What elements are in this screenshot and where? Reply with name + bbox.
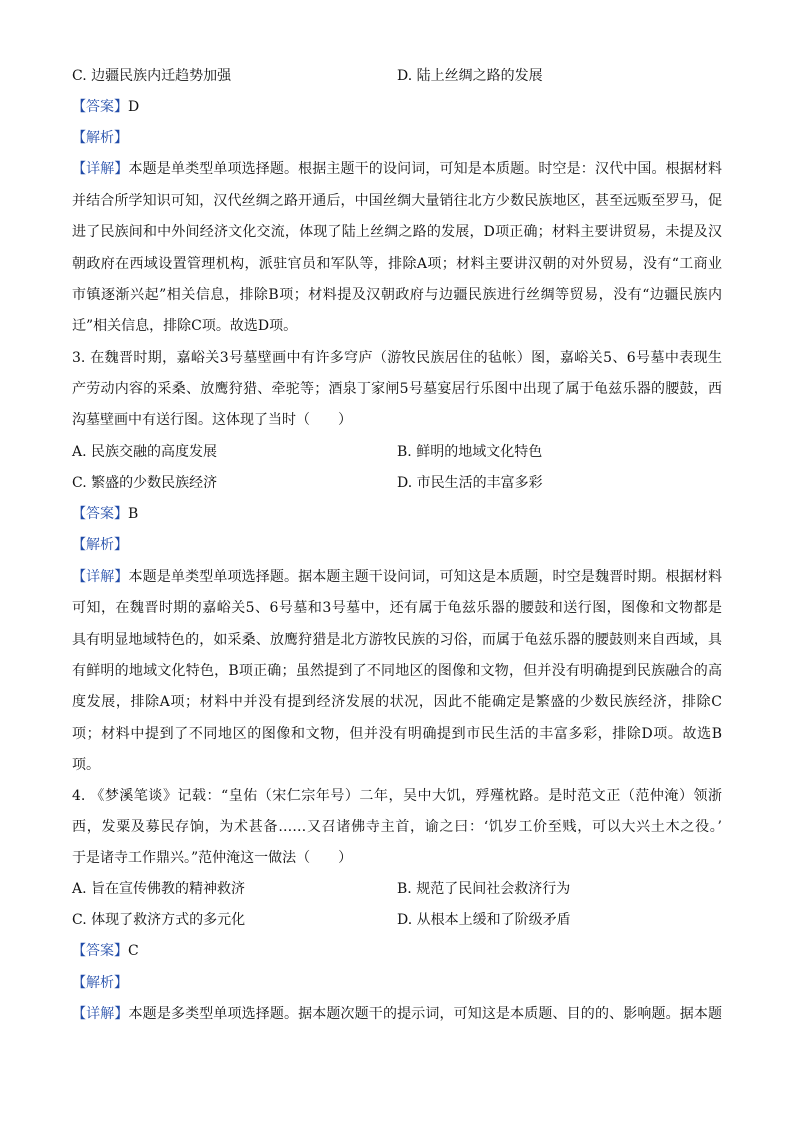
q3-option-c[interactable]: C. 繁盛的少数民族经济	[72, 475, 218, 491]
detail-tag: 【详解】	[72, 569, 129, 585]
q4-answer	[72, 941, 722, 961]
q3-stem-line: 3. 在魏晋时期，嘉峪关3号墓壁画中有许多穹庐（游牧民族居住的毡帐）图，嘉峪关5、6号墓中表现生	[72, 350, 722, 366]
q4-option-a[interactable]: A. 旨在宣传佛教的精神救济	[72, 881, 246, 897]
q3-detail-line: 有鲜明的地域文化特色，B项正确；虽然提到了不同地区的图像和文物，但并没有明确提到民族融合的高	[72, 663, 722, 679]
answer-tag: 【答案】	[72, 943, 128, 959]
q3-detail-line: 项。	[72, 757, 100, 773]
detail-tag: 【详解】	[72, 1006, 129, 1022]
q2-option-d[interactable]: D. 陆上丝绸之路的发展	[397, 68, 543, 84]
q2-option-c[interactable]: C. 边疆民族内迁趋势加强	[72, 68, 232, 84]
q4-option-c[interactable]: C. 体现了救济方式的多元化	[72, 912, 246, 928]
q4-analysis-tag: 【解析】	[72, 975, 128, 991]
q2-detail-line: 进了民族间和中外间经济文化交流，体现了陆上丝绸之路的发展，D项正确；材料主要讲贸易，未提及汉	[72, 224, 722, 240]
q3-detail-line: 【详解】本题是单类型单项选择题。据本题主题干设问词，可知这是本质题，时空是魏晋时期。根据材料	[72, 569, 722, 585]
answer-value: D	[128, 99, 140, 115]
q3-detail-line: 度发展，排除A项；材料中并没有提到经济发展的状况，因此不能确定是繁盛的少数民族经济，排除C	[72, 694, 722, 710]
q2-detail-line: 市镇逐渐兴起”相关信息，排除B项；材料提及汉朝政府与边疆民族进行丝绸等贸易，没有“边疆民族内	[72, 287, 722, 303]
answer-value: C	[128, 943, 139, 959]
q3-answer	[72, 504, 722, 524]
q2-detail-line: 【详解】本题是单类型单项选择题。根据主题干的设问词，可知是本质题。时空是：汉代中国。根据材料	[72, 161, 722, 177]
q3-detail-line: 可知，在魏晋时期的嘉峪关5、6号墓和3号墓中，还有属于龟兹乐器的腰鼓和送行图，图像和文物都是	[72, 600, 722, 616]
q2-detail-line: 迁”相关信息，排除C项。故选D项。	[72, 318, 298, 334]
q4-options-row-ab	[72, 879, 722, 899]
q3-options-row-ab	[72, 442, 722, 462]
q3-option-d[interactable]: D. 市民生活的丰富多彩	[397, 475, 543, 491]
answer-value: B	[128, 506, 139, 522]
answer-tag: 【答案】	[72, 99, 128, 115]
q3-options-row-cd	[72, 473, 722, 493]
detail-tag: 【详解】	[72, 161, 129, 177]
q4-option-d[interactable]: D. 从根本上缓和了阶级矛盾	[397, 912, 571, 928]
q3-option-b[interactable]: B. 鲜明的地域文化特色	[397, 444, 543, 460]
q2-answer	[72, 97, 722, 117]
q3-option-a[interactable]: A. 民族交融的高度发展	[72, 444, 218, 460]
q3-detail-line: 项；材料中提到了不同地区的图像和文物，但并没有明确提到市民生活的丰富多彩，排除D项。故选B	[72, 726, 722, 742]
q4-stem-line: 西，发粟及募民存饷，为术甚备……又召诸佛寺主首，谕之曰：‘饥岁工价至贱，可以大兴土木之役。’	[72, 819, 722, 835]
q3-detail-line: 具有明显地域特色的，如采桑、放鹰狩猎是北方游牧民族的习俗，而属于龟兹乐器的腰鼓则来自西域，具	[72, 632, 722, 648]
q4-detail-line: 【详解】本题是多类型单项选择题。据本题次题干的提示词，可知这是本质题、目的的、影响题。据本题	[72, 1006, 722, 1022]
q4-options-row-cd	[72, 910, 722, 930]
q4-stem-line: 4. 《梦溪笔谈》记载：“皇佑（宋仁宗年号）二年，吴中大饥，殍殣枕路。是时范文正（范仲淹）领浙	[72, 788, 722, 804]
q2-detail-line: 朝政府在西域设置管理机构，派驻官员和军队等，排除A项；材料主要讲汉朝的对外贸易，没有“工商业	[72, 256, 722, 272]
q2-analysis-tag: 【解析】	[72, 130, 128, 146]
q3-analysis-tag: 【解析】	[72, 537, 128, 553]
q4-option-b[interactable]: B. 规范了民间社会救济行为	[397, 881, 571, 897]
q2-detail-line: 并结合所学知识可知，汉代丝绸之路开通后，中国丝绸大量销往北方少数民族地区，甚至远贩至罗马，促	[72, 193, 722, 209]
q4-stem-line: 于是诸寺工作鼎兴。”范仲淹这一做法（ ）	[72, 850, 353, 866]
answer-tag: 【答案】	[72, 506, 128, 522]
q2-options-row-cd	[72, 66, 722, 86]
q3-stem-line: 产劳动内容的采桑、放鹰狩猎、牵驼等；酒泉丁家闸5号墓宴居行乐图中出现了属于龟兹乐器的腰鼓，西	[72, 381, 722, 397]
q3-stem-line: 沟墓壁画中有送行图。这体现了当时（ ）	[72, 412, 352, 428]
